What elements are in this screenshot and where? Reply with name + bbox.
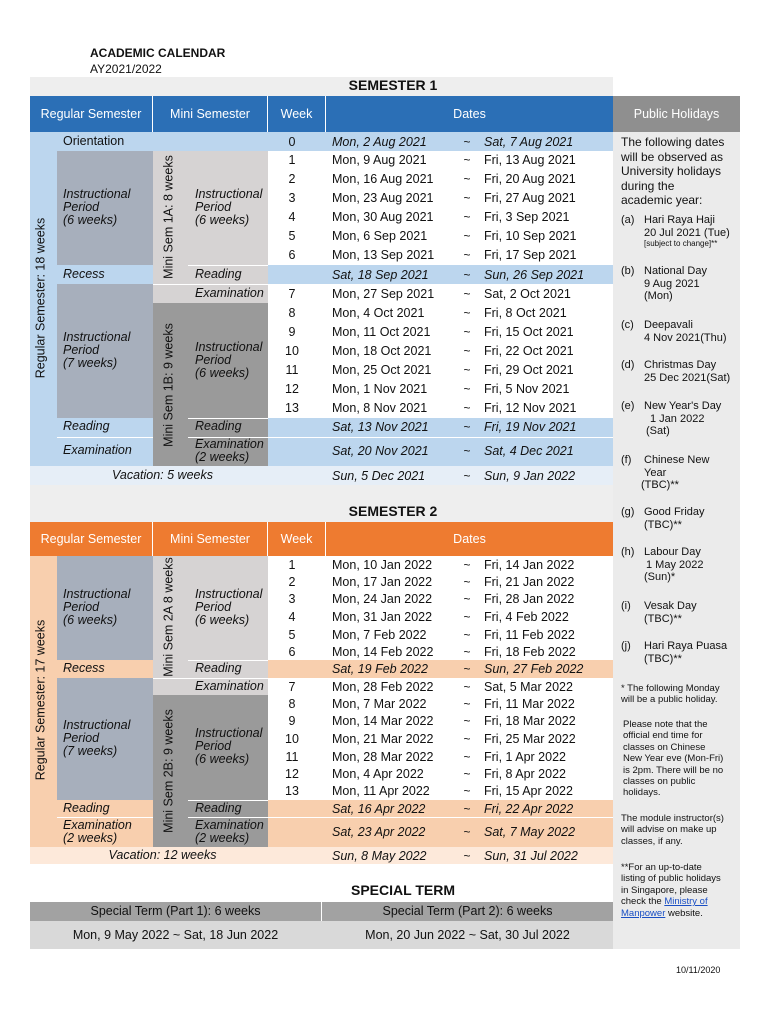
range-tilde: ~ [463, 191, 471, 205]
sem1-regular-label: Regular Semester: 18 weeks [33, 217, 48, 379]
sem2-vacation: Vacation: 12 weeks [108, 848, 217, 862]
sem1-miniA-ip-l3: (6 weeks) [195, 213, 250, 227]
end-date: Fri, 5 Nov 2021 [484, 382, 570, 396]
week-number: 4 [288, 610, 296, 624]
sem1-header-regular: Regular Semester [30, 96, 153, 132]
sem2-miniB-reading: Reading [195, 801, 242, 815]
holiday-g-text [644, 506, 705, 531]
week-number: 0 [288, 135, 296, 149]
sem2-title: SEMESTER 2 [348, 503, 438, 519]
end-date: Fri, 11 Feb 2022 [484, 628, 575, 642]
note2-l3: classes on Chinese [623, 741, 706, 753]
range-tilde: ~ [463, 575, 471, 589]
holiday-b-l1: National Day [644, 265, 707, 277]
start-date: Sun, 8 May 2022 [332, 849, 427, 863]
holiday-note-1 [621, 683, 745, 706]
holiday-f-text [641, 454, 710, 492]
range-tilde: ~ [463, 210, 471, 224]
note2-l7: holidays. [623, 787, 661, 799]
sem1-reading: Reading [63, 419, 110, 433]
start-date: Mon, 23 Aug 2021 [332, 191, 434, 205]
start-date: Mon, 28 Mar 2022 [332, 750, 434, 764]
week-number: 4 [288, 210, 296, 224]
holiday-j [621, 640, 631, 653]
end-date: Fri, 21 Jan 2022 [484, 575, 575, 589]
holiday-c-l2: 4 Nov 2021(Thu) [644, 331, 727, 344]
end-date: Sun, 26 Sep 2021 [484, 268, 585, 282]
end-date: Fri, 17 Sep 2021 [484, 248, 577, 262]
academic-year: AY2021/2022 [90, 62, 162, 76]
holiday-i-text [644, 600, 697, 625]
holidays-header-label: Public Holidays [633, 107, 720, 121]
sem2-exam-l2: (2 weeks) [63, 831, 118, 845]
week-number: 6 [288, 248, 296, 262]
holiday-e-l2: 1 Jan 2022 [650, 412, 705, 425]
end-date: Fri, 25 Mar 2022 [484, 732, 576, 746]
note4-pre: check the [621, 896, 665, 908]
week-number: 1 [288, 153, 296, 167]
sem2-header-week: Week [268, 522, 326, 556]
range-tilde: ~ [463, 268, 471, 282]
range-tilde: ~ [463, 229, 471, 243]
range-tilde: ~ [463, 767, 471, 781]
sem1-header-week: Week [268, 96, 326, 132]
holiday-h [621, 546, 634, 559]
note4-l3: in Singapore, please [621, 884, 708, 896]
sem2-ip1-l2: Period [63, 600, 100, 614]
holiday-d-l2: 25 Dec 2021(Sat) [644, 371, 731, 384]
sem1-header-mini: Mini Semester [153, 96, 268, 132]
sem1-title: SEMESTER 1 [348, 77, 438, 93]
range-tilde: ~ [463, 645, 471, 659]
range-tilde: ~ [463, 849, 471, 863]
note3-l2: will advise on make up [621, 824, 717, 836]
holiday-d-text [644, 359, 730, 384]
range-tilde: ~ [463, 610, 471, 624]
start-date: Mon, 14 Feb 2022 [332, 645, 434, 659]
ministry-link-part1[interactable]: Ministry of [664, 896, 708, 908]
note2-l4: New Year eve (Mon-Fri) [623, 753, 724, 765]
holiday-c-key: (c) [621, 319, 634, 331]
holiday-b-key: (b) [621, 265, 635, 277]
sem1-miniB-ip-l2: Period [195, 353, 232, 367]
sem1-miniA-exam: Examination [195, 286, 264, 300]
holiday-j-key: (j) [621, 640, 631, 652]
sem1-miniB-ip-l3: (6 weeks) [195, 366, 250, 380]
holiday-f-l3: (TBC)** [641, 479, 679, 492]
holiday-c [621, 319, 634, 332]
note4-l4 [621, 896, 745, 907]
end-date: Fri, 29 Oct 2021 [484, 363, 574, 377]
end-date: Sat, 2 Oct 2021 [484, 287, 571, 301]
holiday-f [621, 454, 631, 467]
special-part2-dates: Mon, 20 Jun 2022 ~ Sat, 30 Jul 2022 [365, 928, 570, 942]
week-number: 9 [288, 714, 296, 728]
holiday-c-l1: Deepavali [644, 319, 693, 331]
week-number: 10 [285, 732, 299, 746]
start-date: Mon, 10 Jan 2022 [332, 558, 433, 572]
week-number: 12 [285, 382, 299, 396]
start-date: Mon, 28 Feb 2022 [332, 680, 434, 694]
holiday-a-key: (a) [621, 214, 635, 226]
end-date: Fri, 20 Aug 2021 [484, 172, 576, 186]
start-date: Mon, 4 Apr 2022 [332, 767, 424, 781]
sem1-examination: Examination [63, 443, 132, 457]
note4-l2: listing of public holidays [621, 873, 721, 885]
note2-l2: official end time for [623, 730, 703, 742]
range-tilde: ~ [463, 628, 471, 642]
range-tilde: ~ [463, 153, 471, 167]
end-date: Fri, 14 Jan 2022 [484, 558, 575, 572]
holiday-j-l2: (TBC)** [644, 652, 682, 665]
start-date: Mon, 7 Mar 2022 [332, 697, 427, 711]
week-number: 7 [288, 680, 296, 694]
end-date: Fri, 13 Aug 2021 [484, 153, 576, 167]
end-date: Fri, 28 Jan 2022 [484, 592, 575, 606]
holiday-g-l2: (TBC)** [644, 518, 682, 531]
sem2-exam-l1: Examination [63, 818, 132, 832]
sem2-ip1-l3: (6 weeks) [63, 613, 118, 627]
holiday-d-l1: Christmas Day [644, 359, 717, 371]
range-tilde: ~ [463, 469, 471, 483]
start-date: Mon, 21 Mar 2022 [332, 732, 434, 746]
week-number: 3 [288, 592, 296, 606]
start-date: Mon, 18 Oct 2021 [332, 344, 432, 358]
sem1-ip1-l2: Period [63, 200, 100, 214]
holiday-h-text [644, 546, 703, 584]
start-date: Mon, 8 Nov 2021 [332, 401, 428, 415]
holiday-i [621, 600, 631, 613]
sem2-header-regular: Regular Semester [30, 522, 153, 556]
sem1-header-dates: Dates [453, 107, 486, 121]
start-date: Mon, 11 Apr 2022 [332, 784, 430, 798]
range-tilde: ~ [463, 306, 471, 320]
end-date: Fri, 10 Sep 2021 [484, 229, 577, 243]
holiday-e [621, 400, 634, 413]
holidays-intro-l4: during the [621, 178, 675, 193]
week-number: 5 [288, 229, 296, 243]
start-date: Mon, 14 Mar 2022 [332, 714, 434, 728]
special-part2: Special Term (Part 2): 6 weeks [382, 904, 553, 918]
holiday-i-l2: (TBC)** [644, 612, 682, 625]
footer-date: 10/11/2020 [676, 965, 721, 975]
holiday-a-l1: Hari Raya Haji [644, 214, 715, 226]
holidays-intro [621, 135, 724, 208]
end-date: Fri, 11 Mar 2022 [484, 697, 575, 711]
holiday-b-l3: (Mon) [644, 290, 673, 303]
start-date: Mon, 24 Jan 2022 [332, 592, 433, 606]
range-tilde: ~ [463, 287, 471, 301]
start-date: Mon, 11 Oct 2021 [332, 325, 431, 339]
end-date: Fri, 19 Nov 2021 [484, 420, 577, 434]
sem1-vacation: Vacation: 5 weeks [112, 468, 213, 482]
holiday-h-l2: 1 May 2022 [646, 558, 704, 571]
holiday-d-key: (d) [621, 359, 635, 371]
note2-l6: classes on public [623, 775, 696, 787]
end-date: Fri, 18 Feb 2022 [484, 645, 576, 659]
holidays-intro-l1: The following dates [621, 135, 725, 149]
sem1-ip2-l1: Instructional [63, 330, 131, 344]
sem2-ip1-l1: Instructional [63, 587, 131, 601]
sem1-miniA-ip-l1: Instructional [195, 187, 263, 201]
sem2-header-dates: Dates [453, 532, 486, 546]
start-date: Sat, 18 Sep 2021 [332, 268, 429, 282]
sem2-miniA-ip-l1: Instructional [195, 587, 263, 601]
end-date: Fri, 22 Oct 2021 [484, 344, 574, 358]
holiday-a-l3: [subject to change]** [644, 239, 718, 249]
end-date: Sat, 7 May 2022 [484, 825, 576, 839]
sem2-miniA-reading: Reading [195, 661, 242, 675]
ministry-link-part2[interactable]: Manpower [621, 907, 666, 919]
end-date: Sat, 5 Mar 2022 [484, 680, 573, 694]
sem2-miniB-exam-l1: Examination [195, 818, 264, 832]
sem1-ip2-l2: Period [63, 343, 100, 357]
holiday-a-l2: 20 Jul 2021 (Tue) [644, 226, 730, 239]
start-date: Mon, 17 Jan 2022 [332, 575, 433, 589]
holiday-h-l3: (Sun)* [644, 571, 676, 584]
range-tilde: ~ [463, 420, 471, 434]
sem1-orientation-label: Orientation [63, 134, 125, 148]
start-date: Sat, 13 Nov 2021 [332, 420, 429, 434]
holidays-intro-l5: academic year: [621, 193, 703, 207]
end-date: Sat, 4 Dec 2021 [484, 444, 574, 458]
week-number: 11 [285, 363, 299, 377]
holiday-a [621, 214, 634, 227]
holiday-note-2 [623, 719, 747, 799]
holiday-j-l1: Hari Raya Puasa [644, 640, 728, 652]
sem2-reading: Reading [63, 801, 110, 815]
range-tilde: ~ [463, 558, 471, 572]
holiday-c-text [644, 319, 727, 344]
sem1-recess: Recess [63, 267, 105, 281]
start-date: Mon, 4 Oct 2021 [332, 306, 425, 320]
end-date: Fri, 1 Apr 2022 [484, 750, 566, 764]
sem2-miniB-label: Mini Sem 2B: 9 weeks [161, 709, 176, 833]
range-tilde: ~ [463, 750, 471, 764]
note2-l5: is 2pm. There will be no [623, 764, 724, 776]
range-tilde: ~ [463, 135, 471, 149]
holiday-i-key: (i) [621, 600, 631, 612]
end-date: Fri, 4 Feb 2022 [484, 610, 569, 624]
start-date: Mon, 9 Aug 2021 [332, 153, 427, 167]
start-date: Mon, 6 Sep 2021 [332, 229, 428, 243]
sem1-ip1-l1: Instructional [63, 187, 131, 201]
start-date: Mon, 13 Sep 2021 [332, 248, 435, 262]
sem2-miniB-ip-l1: Instructional [195, 726, 263, 740]
note4-l5 [621, 908, 745, 919]
week-number: 9 [288, 325, 296, 339]
range-tilde: ~ [463, 714, 471, 728]
sem1-ip2-l3: (7 weeks) [63, 356, 118, 370]
sem1-miniA-ip-l2: Period [195, 200, 232, 214]
sem2-miniA-exam: Examination [195, 679, 264, 693]
end-date: Fri, 15 Apr 2022 [484, 784, 573, 798]
special-part1-dates: Mon, 9 May 2022 ~ Sat, 18 Jun 2022 [72, 928, 279, 942]
sem2-miniB-exam-l2: (2 weeks) [195, 831, 250, 845]
start-date: Mon, 30 Aug 2021 [332, 210, 434, 224]
end-date: Fri, 8 Oct 2021 [484, 306, 567, 320]
range-tilde: ~ [463, 680, 471, 694]
sem1-miniB-ip-l1: Instructional [195, 340, 263, 354]
holiday-h-key: (h) [621, 546, 635, 558]
sem2-ip2-l2: Period [63, 731, 100, 745]
holiday-g-l1: Good Friday [644, 506, 705, 518]
range-tilde: ~ [463, 784, 471, 798]
start-date: Sun, 5 Dec 2021 [332, 469, 426, 483]
start-date: Mon, 1 Nov 2021 [332, 382, 428, 396]
holiday-f-l1: Chinese New [644, 454, 710, 466]
note4-post: website. [665, 907, 703, 919]
sem2-ip2-l3: (7 weeks) [63, 744, 118, 758]
range-tilde: ~ [463, 697, 471, 711]
sem2-ip2-l1: Instructional [63, 718, 131, 732]
sem1-miniB-exam-l2: (2 weeks) [195, 450, 250, 464]
note1-l2: will be a public holiday. [621, 694, 718, 706]
end-date: Sun, 27 Feb 2022 [484, 662, 584, 676]
holiday-e-l3: (Sat) [646, 425, 670, 438]
range-tilde: ~ [463, 401, 471, 415]
end-date: Fri, 27 Aug 2021 [484, 191, 576, 205]
sem1-miniB-label: Mini Sem 1B: 9 weeks [161, 323, 176, 447]
range-tilde: ~ [463, 802, 471, 816]
sem2-header-mini: Mini Semester [153, 522, 268, 556]
holiday-i-l1: Vesak Day [644, 600, 697, 612]
week-number: 3 [288, 191, 296, 205]
range-tilde: ~ [463, 382, 471, 396]
sem2-miniB-ip-l2: Period [195, 739, 232, 753]
holiday-b-l2: 9 Aug 2021 [644, 277, 700, 290]
start-date: Mon, 25 Oct 2021 [332, 363, 432, 377]
start-date: Sat, 16 Apr 2022 [332, 802, 426, 816]
start-date: Mon, 2 Aug 2021 [332, 135, 427, 149]
holiday-e-l1: New Year's Day [644, 400, 722, 412]
special-part1: Special Term (Part 1): 6 weeks [90, 904, 261, 918]
week-number: 13 [285, 401, 299, 415]
end-date: Fri, 8 Apr 2022 [484, 767, 566, 781]
range-tilde: ~ [463, 325, 471, 339]
week-number: 11 [285, 750, 299, 764]
end-date: Fri, 3 Sep 2021 [484, 210, 570, 224]
holiday-a-text [644, 214, 730, 248]
week-number: 8 [288, 306, 296, 320]
sem1-miniB-reading: Reading [195, 419, 242, 433]
holiday-e-key: (e) [621, 400, 635, 412]
week-number: 13 [285, 784, 299, 798]
sem1-miniA-reading: Reading [195, 267, 242, 281]
holiday-j-text [644, 640, 727, 665]
holiday-note-3 [621, 813, 745, 847]
start-date: Sat, 23 Apr 2022 [332, 825, 426, 839]
week-number: 10 [285, 344, 299, 358]
sem2-miniA-ip-l2: Period [195, 600, 232, 614]
sem2-miniA-ip-l3: (6 weeks) [195, 613, 250, 627]
range-tilde: ~ [463, 344, 471, 358]
week-number: 2 [288, 575, 296, 589]
range-tilde: ~ [463, 825, 471, 839]
holiday-g [621, 506, 634, 519]
note1-l1: * The following Monday [621, 683, 720, 694]
range-tilde: ~ [463, 444, 471, 458]
start-date: Mon, 7 Feb 2022 [332, 628, 427, 642]
sem2-miniB-ip-l3: (6 weeks) [195, 752, 250, 766]
end-date: Fri, 12 Nov 2021 [484, 401, 577, 415]
week-number: 1 [288, 558, 296, 572]
sem1-ip1-l3: (6 weeks) [63, 213, 118, 227]
week-number: 8 [288, 697, 296, 711]
start-date: Mon, 27 Sep 2021 [332, 287, 435, 301]
spacer-row [30, 485, 613, 505]
end-date: Fri, 18 Mar 2022 [484, 714, 576, 728]
sem2-miniA-label: Mini Sem 2A 8 weeks [161, 557, 176, 677]
holiday-b-text [644, 265, 707, 303]
holiday-e-text [644, 400, 721, 438]
holiday-f-key: (f) [621, 454, 632, 466]
range-tilde: ~ [463, 732, 471, 746]
end-date: Fri, 15 Oct 2021 [484, 325, 574, 339]
sem1-miniB-exam-l1: Examination [195, 437, 264, 451]
doc-title: ACADEMIC CALENDAR [90, 46, 226, 60]
holiday-d [621, 359, 634, 372]
note3-l3: classes, if any. [621, 835, 683, 847]
holiday-h-l1: Labour Day [644, 546, 701, 558]
start-date: Sat, 19 Feb 2022 [332, 662, 428, 676]
week-number: 5 [288, 628, 296, 642]
holiday-f-l2: Year [644, 466, 667, 479]
end-date: Fri, 22 Apr 2022 [484, 802, 574, 816]
week-number: 2 [288, 172, 296, 186]
holiday-g-key: (g) [621, 506, 635, 518]
range-tilde: ~ [463, 172, 471, 186]
holiday-note-4 [621, 862, 745, 919]
start-date: Sat, 20 Nov 2021 [332, 444, 429, 458]
range-tilde: ~ [463, 363, 471, 377]
range-tilde: ~ [463, 248, 471, 262]
start-date: Mon, 16 Aug 2021 [332, 172, 434, 186]
week-number: 12 [285, 767, 299, 781]
range-tilde: ~ [463, 592, 471, 606]
special-title: SPECIAL TERM [351, 882, 455, 898]
start-date: Mon, 31 Jan 2022 [332, 610, 433, 624]
note4-l1: **For an up-to-date [621, 862, 702, 873]
week-number: 6 [288, 645, 296, 659]
week-number: 7 [288, 287, 296, 301]
sem2-recess: Recess [63, 661, 105, 675]
end-date: Sat, 7 Aug 2021 [484, 135, 574, 149]
note3-l1: The module instructor(s) [621, 813, 724, 824]
holidays-intro-l2: will be observed as [621, 149, 724, 164]
sem2-regular-label: Regular Semester: 17 weeks [33, 619, 48, 781]
note2-l1: Please note that the [623, 719, 708, 730]
end-date: Sun, 9 Jan 2022 [484, 469, 576, 483]
range-tilde: ~ [463, 662, 471, 676]
sem1-miniA-label: Mini Sem 1A: 8 weeks [161, 155, 176, 279]
holidays-intro-l3: University holidays [621, 164, 722, 178]
holiday-b [621, 265, 634, 278]
end-date: Sun, 31 Jul 2022 [484, 849, 578, 863]
